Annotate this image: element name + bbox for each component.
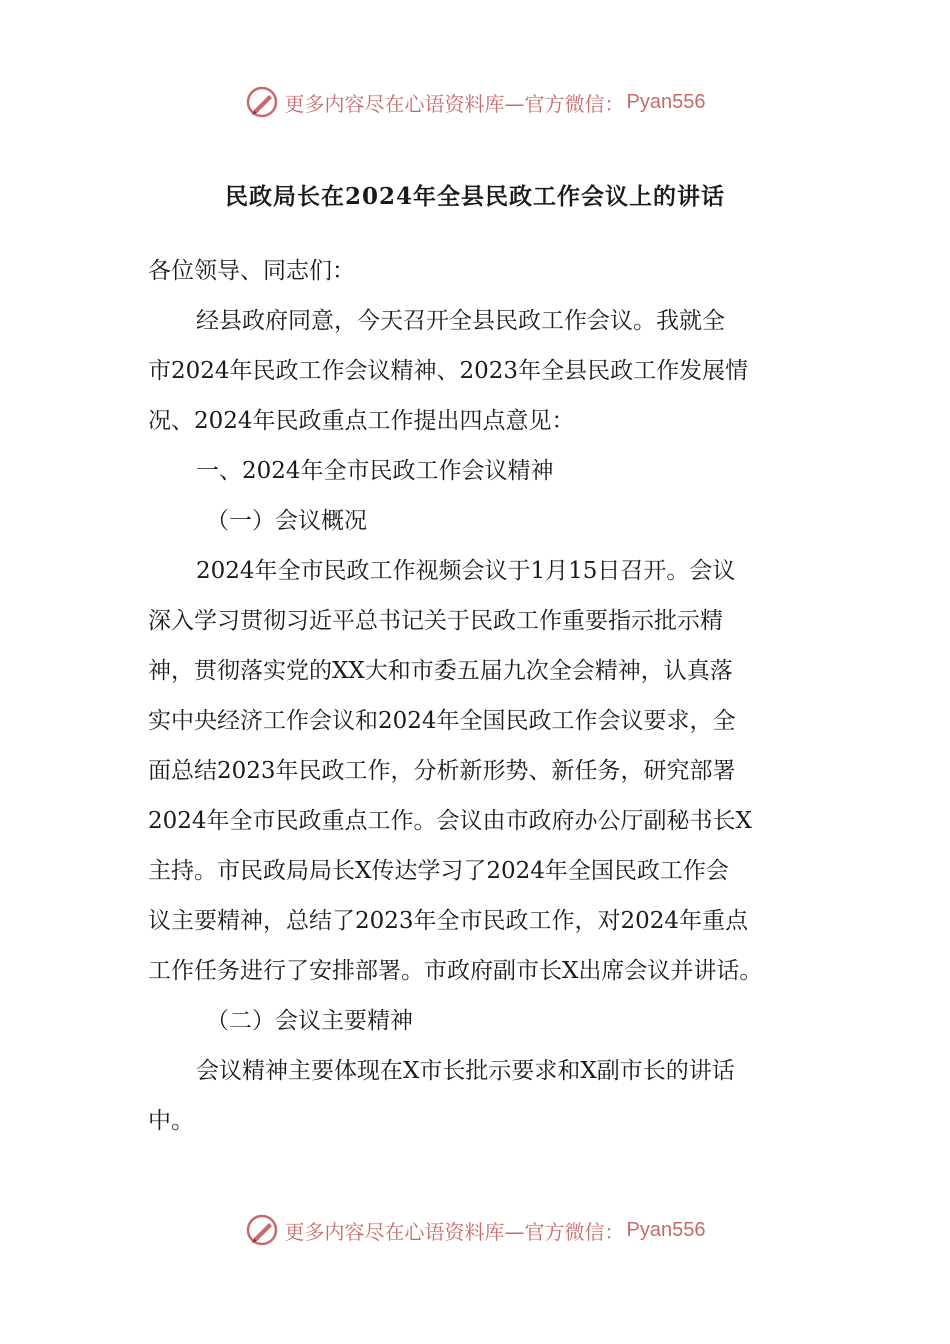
paragraph-line: 工作任务进行了安排部署。市政府副市长X出席会议并讲话。 [148, 958, 763, 984]
paragraph-line: 深入学习贯彻习近平总书记关于民政工作重要指示批示精 [148, 608, 723, 634]
document-title: 民政局长在2024年全县民政工作会议上的讲话 [224, 183, 725, 210]
paragraph-line: 神，贯彻落实党的XX大和市委五届九次全会精神，认真落 [148, 658, 733, 684]
subsection-heading: （二）会议主要精神 [206, 1008, 413, 1034]
banner-wechat-id: Pyan556 [626, 1218, 706, 1241]
paragraph-line: 况、2024年民政重点工作提出四点意见： [148, 408, 575, 434]
paragraph-line: 2024年全市民政工作视频会议于1月15日召开。会议 [196, 558, 736, 584]
paragraph-line: 市2024年民政工作会议精神、2023年全县民政工作发展情 [148, 358, 749, 384]
paragraph-line: 主持。市民政局局长X传达学习了2024年全国民政工作会 [148, 858, 729, 884]
pen-logo-icon [245, 1213, 279, 1247]
document-body [148, 246, 818, 1146]
paragraph-line: 中。 [148, 1108, 194, 1134]
header-banner [0, 82, 950, 122]
section-heading: 一、2024年全市民政工作会议精神 [196, 458, 554, 484]
banner-wechat-id: Pyan556 [626, 90, 706, 113]
paragraph-line: 经县政府同意，今天召开全县民政工作会议。我就全 [196, 308, 725, 334]
paragraph-line: 实中央经济工作会议和2024年全国民政工作会议要求，全 [148, 708, 736, 734]
salutation: 各位领导、同志们： [148, 258, 355, 284]
paragraph-line: 会议精神主要体现在X市长批示要求和X副市长的讲话 [196, 1058, 735, 1084]
paragraph-line: 议主要精神，总结了2023年全市民政工作，对2024年重点 [148, 908, 749, 934]
subsection-heading: （一）会议概况 [206, 508, 367, 534]
paragraph-line: 2024年全市民政重点工作。会议由市政府办公厅副秘书长X [148, 808, 752, 834]
pen-logo-icon [245, 85, 279, 119]
footer-banner [0, 1210, 950, 1250]
banner-text: 更多内容尽在心语资料库—官方微信： [284, 91, 625, 116]
paragraph-line: 面总结2023年民政工作，分析新形势、新任务，研究部署 [148, 758, 736, 784]
banner-text: 更多内容尽在心语资料库—官方微信： [284, 1219, 625, 1244]
